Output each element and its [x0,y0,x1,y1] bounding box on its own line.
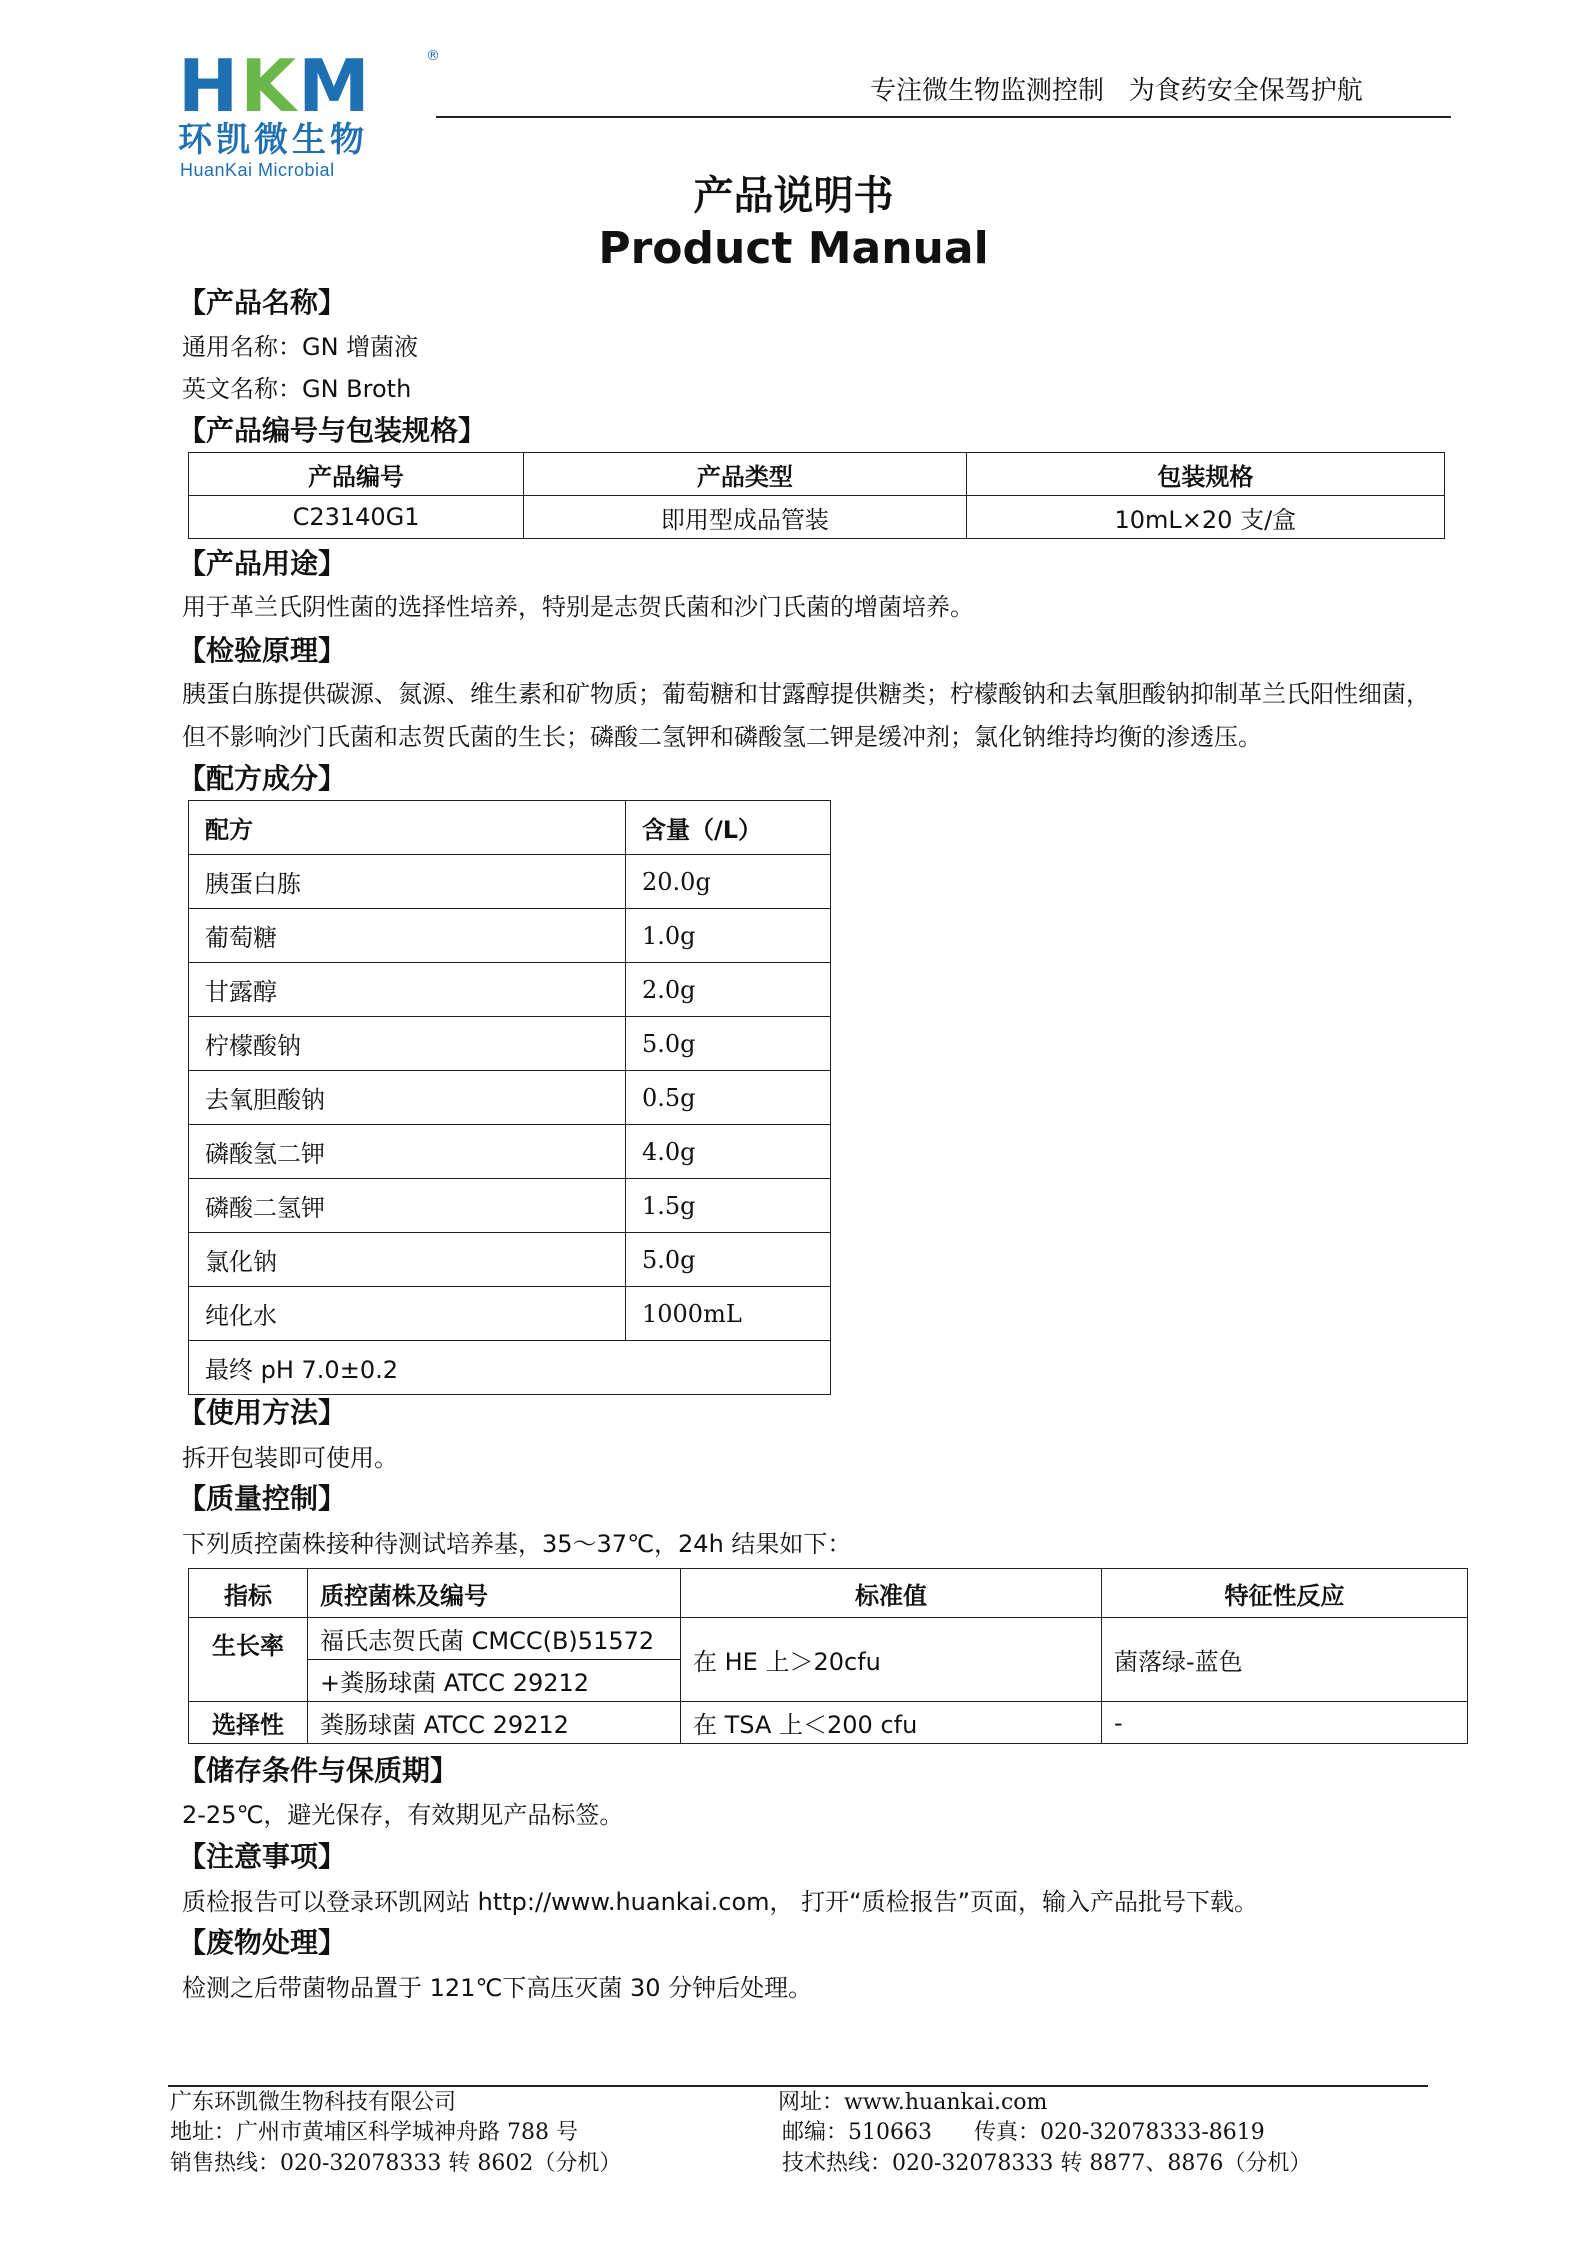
table-row [189,909,831,963]
growth-strain-1: 福氏志贺氏菌 CMCC(B)51572 [308,1618,681,1660]
common-name: 通用名称：GN 增菌液 [182,333,419,361]
amount: 5.0g [626,1233,831,1287]
amount: 0.5g [626,1071,831,1125]
ingredient: 去氧胆酸钠 [189,1071,626,1125]
section-heading-waste: 【废物处理】 [178,1926,347,1959]
selectivity-label: 选择性 [189,1702,308,1744]
qc-intro: 下列质控菌株接种待测试培养基，35～37℃，24h 结果如下： [182,1530,852,1558]
package-spec: 10mL×20 支/盒 [966,496,1444,539]
table-header: 产品类型 [524,453,967,496]
page-title-en: Product Manual [598,223,989,274]
growth-reaction: 菌落绿-蓝色 [1102,1618,1468,1702]
amount: 1.0g [626,909,831,963]
section-heading-code: 【产品编号与包装规格】 [178,414,487,447]
selectivity-standard: 在 TSA 上＜200 cfu [681,1702,1102,1744]
header-rule [436,116,1451,118]
table-row [189,1618,1468,1660]
final-ph: 最终 pH 7.0±0.2 [189,1341,831,1395]
header-slogan: 专注微生物监测控制 为食药安全保驾护航 [870,76,1363,106]
table-row [189,1017,831,1071]
page-title-cn: 产品说明书 [693,173,894,219]
formula-table [188,800,831,1395]
section-heading-formula: 【配方成分】 [178,762,347,795]
selectivity-reaction: - [1102,1702,1468,1744]
table-row [189,1179,831,1233]
logo-english-name: HuanKai Microbial [180,160,335,180]
section-heading-use: 【产品用途】 [178,547,347,580]
amount: 2.0g [626,963,831,1017]
notes-text: 质检报告可以登录环凯网站 http://www.huankai.com， 打开“质检报告”页面，输入产品批号下载。 [182,1888,1259,1916]
selectivity-strain: 粪肠球菌 ATCC 29212 [308,1702,681,1744]
amount: 1.5g [626,1179,831,1233]
ingredient: 纯化水 [189,1287,626,1341]
footer-tech: 技术热线：020-32078333 转 8877、8876（分机） [782,2151,1312,2176]
ingredient: 甘露醇 [189,963,626,1017]
table-row [189,1071,831,1125]
amount: 4.0g [626,1125,831,1179]
table-row [189,855,831,909]
growth-standard: 在 HE 上＞20cfu [681,1618,1102,1702]
waste-text: 检测之后带菌物品置于 121℃下高压灭菌 30 分钟后处理。 [182,1974,813,2002]
section-heading-method: 【使用方法】 [178,1396,347,1429]
method-text: 拆开包装即可使用。 [182,1444,398,1472]
section-heading-storage: 【储存条件与保质期】 [178,1754,459,1787]
use-text: 用于革兰氏阴性菌的选择性培养，特别是志贺氏菌和沙门氏菌的增菌培养。 [182,593,974,621]
ingredient: 氯化钠 [189,1233,626,1287]
table-row [189,963,831,1017]
table-header: 特征性反应 [1102,1569,1468,1618]
section-heading-name: 【产品名称】 [178,286,347,319]
product-code-table [188,452,1445,539]
qc-table [188,1568,1468,1744]
footer-company: 广东环凯微生物科技有限公司 [170,2090,457,2115]
table-row [189,496,1445,539]
ingredient: 葡萄糖 [189,909,626,963]
principle-line-2: 但不影响沙门氏菌和志贺氏菌的生长；磷酸二氢钾和磷酸氢二钾是缓冲剂；氯化钠维持均衡的渗透压。 [182,723,1262,751]
table-row [189,1287,831,1341]
table-header: 含量（/L） [626,801,831,855]
amount: 5.0g [626,1017,831,1071]
table-row [189,1341,831,1395]
principle-line-1: 胰蛋白胨提供碳源、氮源、维生素和矿物质；葡萄糖和甘露醇提供糖类；柠檬酸钠和去氧胆酸钠抑制革兰氏阳性细菌， [182,680,1430,708]
ingredient: 磷酸二氢钾 [189,1179,626,1233]
table-row [189,1702,1468,1744]
logo-wordmark: HKM [178,44,372,128]
growth-label: 生长率 [189,1618,308,1702]
table-row [189,1233,831,1287]
table-header: 指标 [189,1569,308,1618]
company-logo [178,44,440,180]
product-code: C23140G1 [189,496,524,539]
table-header: 标准值 [681,1569,1102,1618]
section-heading-notes: 【注意事项】 [178,1840,347,1873]
table-header: 配方 [189,801,626,855]
table-header: 产品编号 [189,453,524,496]
amount: 20.0g [626,855,831,909]
ingredient: 胰蛋白胨 [189,855,626,909]
section-heading-qc: 【质量控制】 [178,1482,347,1515]
ingredient: 磷酸氢二钾 [189,1125,626,1179]
ingredient: 柠檬酸钠 [189,1017,626,1071]
footer-rule [168,2085,1428,2087]
product-type: 即用型成品管装 [524,496,967,539]
english-name: 英文名称：GN Broth [182,375,412,403]
storage-text: 2-25℃，避光保存，有效期见产品标签。 [182,1801,624,1829]
registered-mark: ® [426,48,440,64]
logo-chinese-name: 环凯微生物 [178,120,368,160]
table-header: 质控菌株及编号 [308,1569,681,1618]
table-header: 包装规格 [966,453,1444,496]
footer-address: 地址：广州市黄埔区科学城神舟路 788 号 [170,2120,578,2145]
table-row [189,1125,831,1179]
footer-website: 网址：www.huankai.com [778,2090,1048,2115]
amount: 1000mL [626,1287,831,1341]
section-heading-principle: 【检验原理】 [178,634,347,667]
footer-postal-fax: 邮编：510663 传真：020-32078333-8619 [782,2120,1265,2145]
footer-sales: 销售热线：020-32078333 转 8602（分机） [170,2151,622,2176]
growth-strain-2: +粪肠球菌 ATCC 29212 [308,1660,681,1702]
